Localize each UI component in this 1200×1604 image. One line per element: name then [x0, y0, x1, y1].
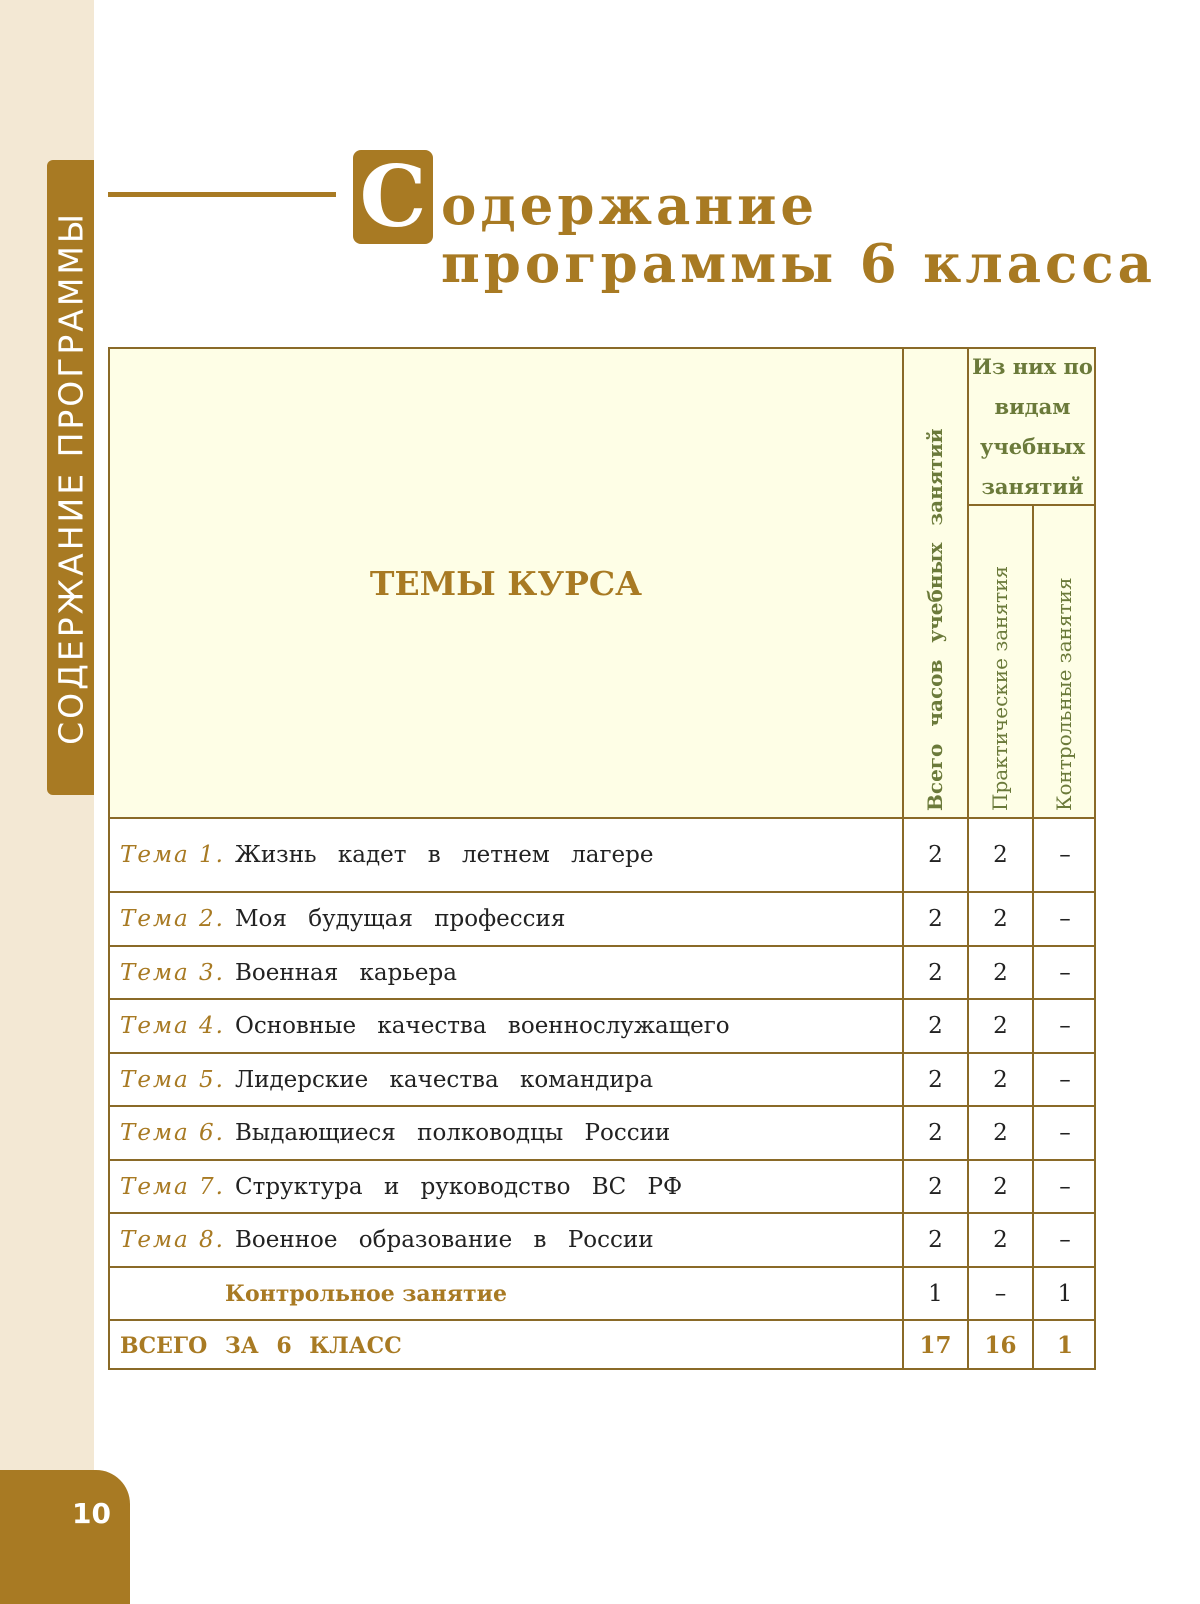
topic-number: Тема 6.	[120, 1120, 225, 1146]
page-number: 10	[72, 1497, 111, 1530]
topic-number: Тема 2.	[120, 906, 225, 932]
control-row-total: 1	[902, 1266, 967, 1319]
topic-title: Основные качества военнослужащего	[235, 1013, 730, 1039]
topic-row-3-practical: 2	[967, 945, 1032, 998]
total-hours-header-cell	[902, 347, 967, 817]
program-table	[108, 347, 1096, 1370]
topic-row-5-practical: 2	[967, 1052, 1032, 1105]
total-row-control: 1	[1032, 1319, 1096, 1370]
control-row-practical: –	[967, 1266, 1032, 1319]
topic-number: Тема 5.	[120, 1066, 225, 1093]
topic-title: Военное образование в России	[235, 1227, 654, 1253]
page-title-line-1: одержание	[441, 175, 819, 237]
topic-row-7-practical: 2	[967, 1159, 1032, 1212]
topic-row-6-label	[108, 1105, 902, 1159]
topic-title: Моя будущая профессия	[235, 906, 566, 932]
total-row-total: 17	[902, 1319, 967, 1370]
topic-row-6-practical: 2	[967, 1105, 1032, 1159]
topic-row-2-label	[108, 891, 902, 945]
topic-row-4-total: 2	[902, 998, 967, 1052]
control-row-label: Контрольное занятие	[108, 1266, 902, 1319]
title-rule	[108, 192, 336, 197]
title-drop-cap: С	[353, 150, 433, 244]
topic-row-8-practical: 2	[967, 1212, 1032, 1266]
topics-header-cell	[108, 347, 902, 817]
page-number-tab	[0, 1470, 130, 1604]
topics-header: ТЕМЫ КУРСА	[369, 563, 643, 603]
topic-row-2-control: –	[1032, 891, 1096, 945]
control-row-control: 1	[1032, 1266, 1096, 1319]
practical-header: Практические занятия	[987, 565, 1012, 811]
group-header-cell	[967, 347, 1096, 504]
topic-row-6-control: –	[1032, 1105, 1096, 1159]
topic-row-4-label	[108, 998, 902, 1052]
topic-number: Тема 3.	[120, 959, 225, 986]
topic-number: Тема 7.	[120, 1173, 225, 1200]
topic-row-2-practical: 2	[967, 891, 1032, 945]
topic-row-5-control: –	[1032, 1052, 1096, 1105]
topic-number: Тема 8.	[120, 1227, 225, 1253]
topic-row-8-label	[108, 1212, 902, 1266]
topic-row-8-total: 2	[902, 1212, 967, 1266]
topic-row-1-control: –	[1032, 817, 1096, 891]
topic-row-4-control: –	[1032, 998, 1096, 1052]
control-header-cell	[1032, 504, 1096, 817]
topic-row-4-practical: 2	[967, 998, 1032, 1052]
topic-title: Лидерские качества командира	[235, 1066, 654, 1093]
total-hours-header: Всего часов учебных занятий	[922, 428, 947, 811]
topic-title: Структура и руководство ВС РФ	[235, 1173, 683, 1200]
control-header: Контрольные занятия	[1052, 577, 1076, 811]
practical-header-cell	[967, 504, 1032, 817]
total-row-practical: 16	[967, 1319, 1032, 1370]
topic-row-2-total: 2	[902, 891, 967, 945]
page-title-line-2: программы 6 класса	[441, 233, 1156, 295]
topic-row-7-label	[108, 1159, 902, 1212]
topic-row-3-control: –	[1032, 945, 1096, 998]
topic-number: Тема 4.	[120, 1013, 225, 1039]
topic-number: Тема 1.	[120, 842, 225, 868]
topic-row-6-total: 2	[902, 1105, 967, 1159]
topic-title: Выдающиеся полководцы России	[235, 1120, 671, 1146]
group-header: Из них по видам учебных занятий	[972, 353, 1093, 499]
topic-row-1-total: 2	[902, 817, 967, 891]
topic-row-3-label	[108, 945, 902, 998]
section-label: СОДЕРЖАНИЕ ПРОГРАММЫ	[51, 210, 90, 745]
total-row-label: ВСЕГО ЗА 6 КЛАСС	[108, 1319, 902, 1370]
topic-row-5-total: 2	[902, 1052, 967, 1105]
topic-row-5-label	[108, 1052, 902, 1105]
topic-title: Жизнь кадет в летнем лагере	[235, 842, 654, 868]
topic-row-1-label	[108, 817, 902, 891]
topic-title: Военная карьера	[235, 959, 457, 986]
topic-row-8-control: –	[1032, 1212, 1096, 1266]
topic-row-7-total: 2	[902, 1159, 967, 1212]
topic-row-7-control: –	[1032, 1159, 1096, 1212]
section-tab	[47, 160, 94, 795]
topic-row-3-total: 2	[902, 945, 967, 998]
topic-row-1-practical: 2	[967, 817, 1032, 891]
